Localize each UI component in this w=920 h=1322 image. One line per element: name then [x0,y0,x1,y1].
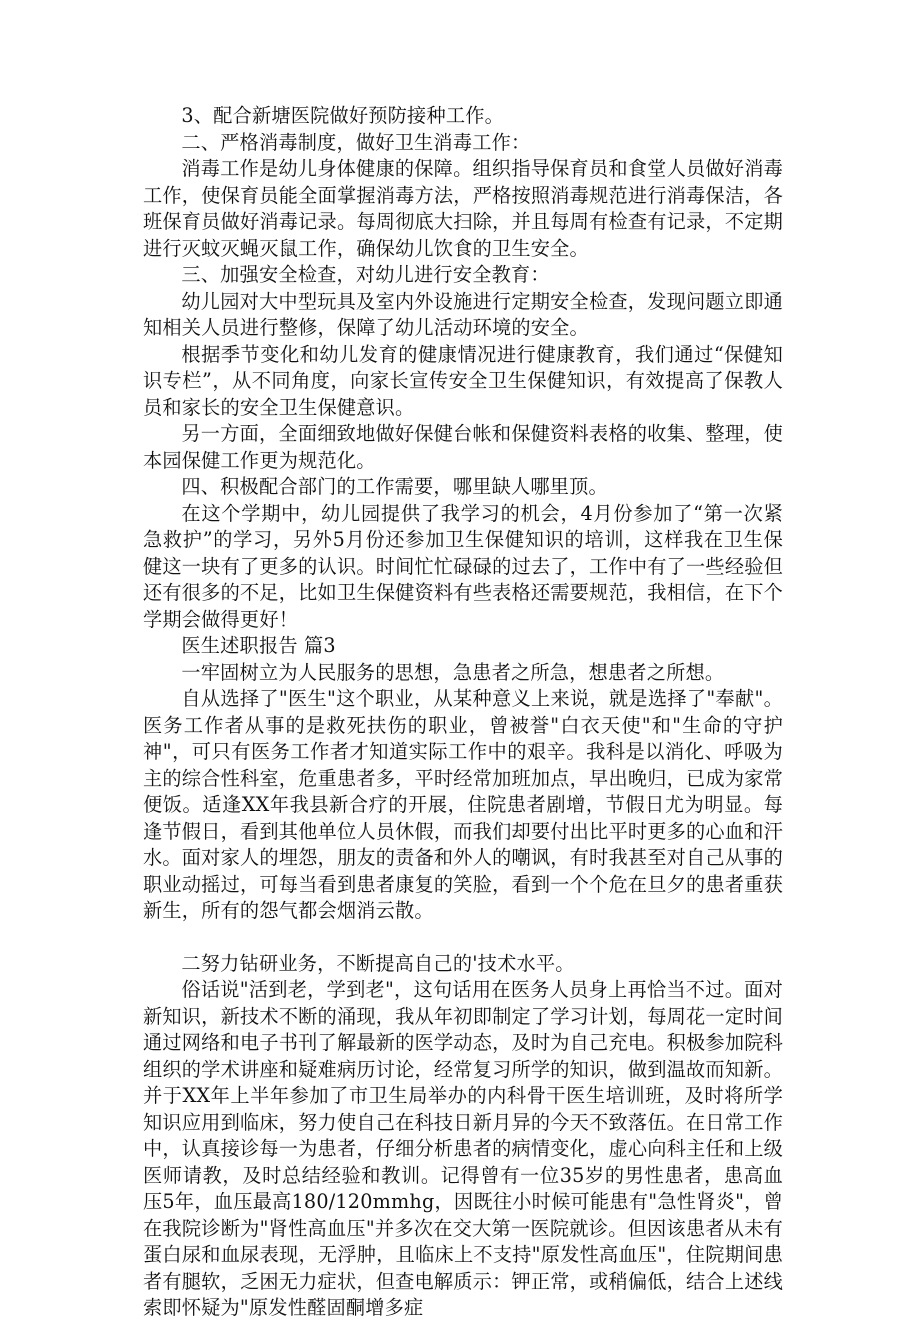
document-body [143,103,783,1322]
paragraph-semester-summary: 在这个学期中，幼儿园提供了我学习的机会，4月份参加了“第一次紧急救护”的学习，另外5月份还参加卫生保健知识的培训，这样我在卫生保健这一块有了更多的认识。时间忙忙碌碌的过去了，工作中有了一些经验但还有很多的不足，比如卫生保健资料有些表格还需要规范，我相信，在下个学期会做得更好！ [143,501,783,631]
section-heading-service: 一牢固树立为人民服务的思想，急患者之所急，想患者之所想。 [181,660,725,684]
section-heading-cooperation: 四、积极配合部门的工作需要，哪里缺人哪里顶。 [181,475,608,498]
paragraph-dedication: 自从选择了"医生"这个职业，从某种意义上来说，就是选择了"奉献"。医务工作者从事的是救死扶伤的职业，曾被誉"白衣天使"和"生命的守护神"，可只有医务工作者才知道实际工作中的艰辛。我科是以消化、呼吸为主的综合性科室，危重患者多，平时经常加班加点，早出晚归，已成为家常便饭。适逢XX年我县新合疗的开展，住院患者剧增，节假日尤为明显。每逢节假日，看到其他单位人员休假，而我们却要付出比平时更多的心血和汗水。面对家人的埋怨，朋友的责备和外人的嘲讽，有时我甚至对自己从事的职业动摇过，可每当看到患者康复的笑脸，看到一个个危在旦夕的患者重获新生，所有的怨气都会烟消云散。 [143,687,783,922]
list-item-vaccination: 3、配合新塘医院做好预防接种工作。 [181,104,504,127]
paragraph-learning: 俗话说"活到老，学到老"，这句话用在医务人员身上再恰当不过。面对新知识，新技术不断的涌现，我从年初即制定了学习计划，每周花一定时间通过网络和电子书刊了解最新的医学动态，及时为自己充电。积极参加院科组织的学术讲座和疑难病历讨论，经常复习所学的知识，做到温故而知新。并于XX年上半年参加了市卫生局举办的内科骨干医生培训班，及时将所学知识应用到临床，努力使自己在科技日新月异的今天不致落伍。在日常工作中，认真接诊每一为患者，仔细分析患者的病情变化，虚心向科主任和上级医师请教，及时总结经验和教训。记得曾有一位35岁的男性患者，患高血压5年，血压最高180/120mmhg，因既往小时候可能患有"急性肾炎"，曾在我院诊断为"肾性高血压"并多次在交大第一医院就诊。但因该患者从未有蛋白尿和血尿表现，无浮肿，且临床上不支持"原发性高血压"，住院期间患者有腿软，乏困无力症状，但查电解质示：钾正常，或稍偏低，结合上述线索即怀疑为"原发性醛固酮增多症 [143,978,783,1319]
section-heading-disinfection: 二、严格消毒制度，做好卫生消毒工作： [181,130,531,154]
section-heading-study: 二努力钻研业务，不断提高自己的'技术水平。 [181,951,575,975]
paragraph-disinfection: 消毒工作是幼儿身体健康的保障。组织指导保育员和食堂人员做好消毒工作，使保育员能全面掌握消毒方法，严格按照消毒规范进行消毒保洁，各班保育员做好消毒记录。每周彻底大扫除，并且每周有检查有记录，不定期进行灭蚊灭蝇灭鼠工作，确保幼儿饮食的卫生安全。 [143,157,783,260]
paragraph-health-education: 根据季节变化和幼儿发育的健康情况进行健康教育，我们通过“保健知识专栏”，从不同角度，向家长宣传安全卫生保健知识，有效提高了保教人员和家长的安全卫生保健意识。 [143,342,783,419]
section-heading-safety: 三、加强安全检查，对幼儿进行安全教育： [181,263,550,286]
report-title: 医生述职报告 篇3 [181,634,336,657]
paragraph-records: 另一方面，全面细致地做好保健台帐和保健资料表格的收集、整理，使本园保健工作更为规范化。 [143,422,783,472]
paragraph-safety-inspection: 幼儿园对大中型玩具及室内外设施进行定期安全检查，发现问题立即通知相关人员进行整修，保障了幼儿活动环境的安全。 [143,289,783,339]
